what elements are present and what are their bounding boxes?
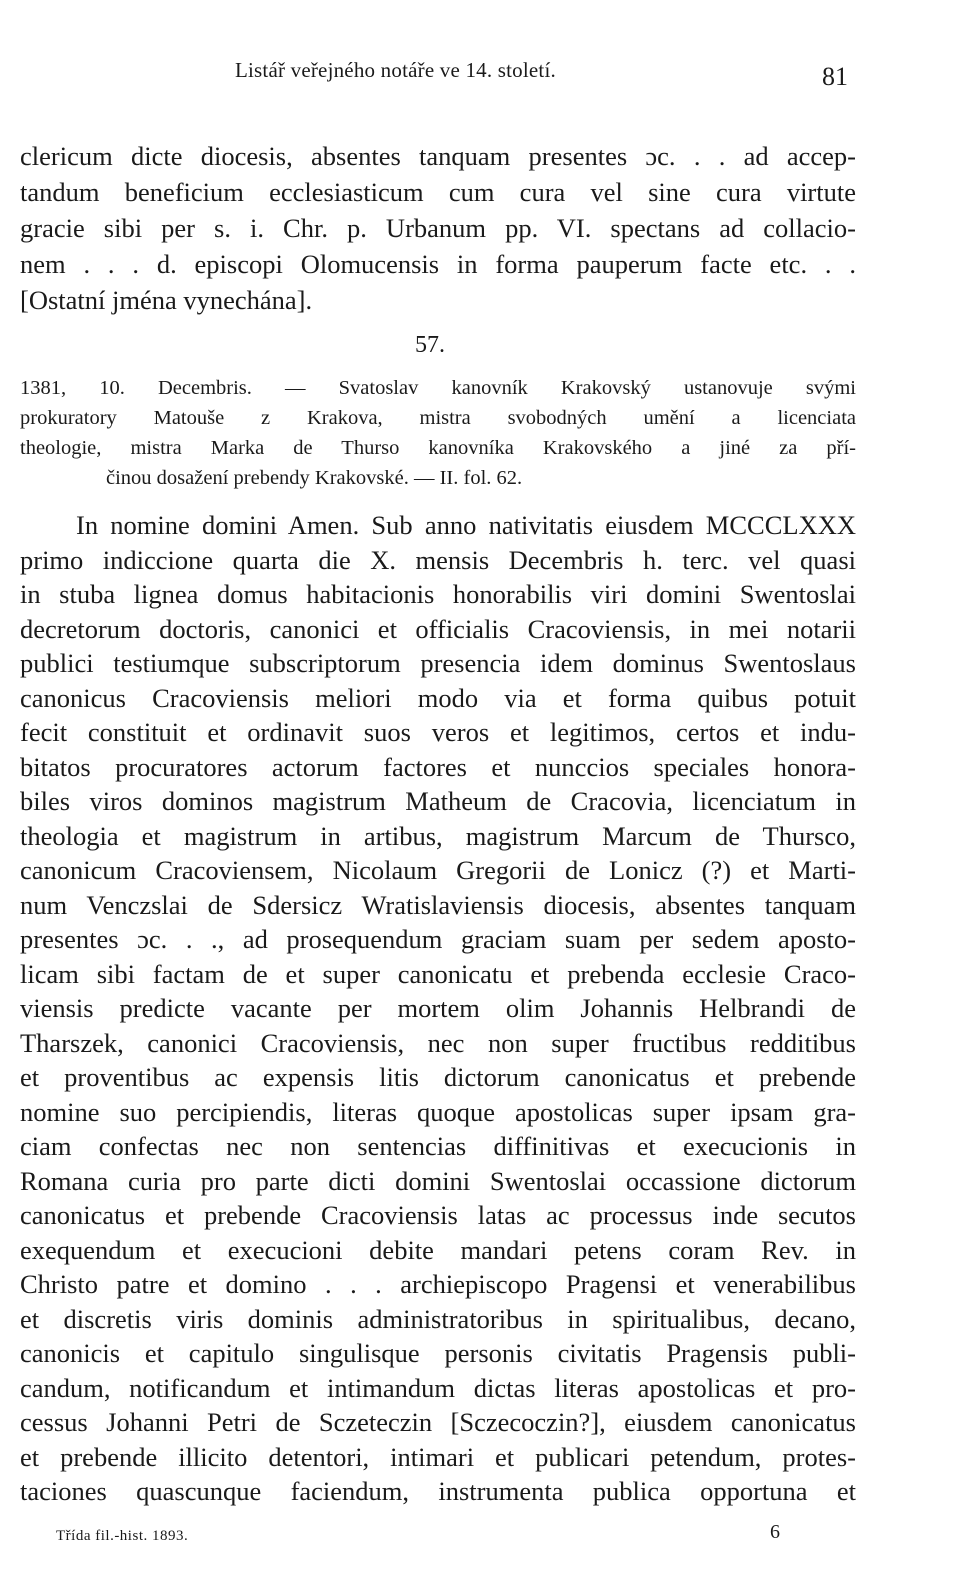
text-line: bitatos procuratores actorum factores et nunccios speciales honora- — [20, 751, 856, 782]
text-line: num Venczslai de Sdersicz Wratislaviensis diocesis, absentes tanquam — [20, 889, 856, 920]
text-line: et prebende illicito detentori, intimari et publicari petendum, protes- — [20, 1441, 856, 1472]
regest-line: prokuratory Matouše z Krakova, mistra svobodných umění a licenciata — [20, 407, 856, 429]
text-line: biles viros dominos magistrum Matheum de Cracovia, licenciatum in — [20, 786, 856, 816]
text-line: clericum dicte diocesis, absentes tanquam presentes ɔc. . . ad accep- — [20, 141, 856, 171]
text-line: canonicis et capitulo singulisque personis civitatis Pragensis publi- — [20, 1338, 856, 1368]
text-line: nomine suo percipiendis, literas quoque apostolicas super ipsam gra- — [20, 1096, 856, 1127]
text-line: primo indiccione quarta die X. mensis Decembris h. terc. vel quasi — [20, 544, 856, 575]
regest-paragraph — [20, 373, 856, 493]
text-line: Tharszek, canonici Cracoviensis, nec non super fructibus redditibus — [20, 1027, 856, 1058]
series-footer: Třída fil.-hist. 1893. — [56, 1528, 189, 1544]
text-line: gracie sibi per s. i. Chr. p. Urbanum pp. VI. spectans ad collacio- — [20, 213, 856, 243]
text-line: In nomine domini Amen. Sub anno nativitatis eiusdem MCCCLXXX — [76, 510, 856, 540]
text-line: decretorum doctoris, canonici et officialis Cracoviensis, in mei notarii — [20, 613, 856, 644]
text-line: ciam confectas nec non sentencias diffinitivas et execucionis in — [20, 1131, 856, 1161]
regest-line: činou dosažení prebendy Krakovské. — II. fol. 62. — [106, 467, 523, 489]
text-line: publici testiumque subscriptorum presencia idem dominus Swentoslaus — [20, 648, 856, 678]
text-line: canonicatus et prebende Cracoviensis latas ac processus inde secutos — [20, 1200, 856, 1230]
text-line: canonicum Cracoviensem, Nicolaum Gregorii de Lonicz (?) et Marti- — [20, 855, 856, 885]
text-line: et proventibus ac expensis litis dictorum canonicatus et prebende — [20, 1062, 856, 1092]
text-line: theologia et magistrum in artibus, magistrum Marcum de Thursco, — [20, 820, 856, 851]
text-line: presentes ɔc. . ., ad prosequendum graciam suam per sedem aposto- — [20, 924, 856, 954]
text-line: in stuba lignea domus habitacionis honorabilis viri domini Swentoslai — [20, 579, 856, 609]
regest-line: theologie, mistra Marka de Thurso kanovníka Krakovského a jiné za pří- — [20, 437, 856, 459]
text-line: [Ostatní jména vynechána]. — [20, 285, 313, 315]
text-line: canonicus Cracoviensis meliori modo via et forma quibus potuit — [20, 682, 856, 713]
text-line: Christo patre et domino . . . archiepiscopo Pragensi et venerabilibus — [20, 1269, 856, 1299]
text-line: taciones quascunque faciendum, instrumenta publica opportuna et — [20, 1476, 856, 1506]
text-line: candum, notificandum et intimandum dictas literas apostolicas et pro- — [20, 1372, 856, 1403]
text-line: et discretis viris dominis administratoribus in spiritualibus, decano, — [20, 1303, 856, 1334]
text-line: exequendum et execucioni debite mandari petens coram Rev. in — [20, 1234, 856, 1265]
text-line: licam sibi factam de et super canonicatu et prebenda ecclesie Craco- — [20, 958, 856, 989]
page-number: 81 — [822, 62, 848, 91]
signature-mark: 6 — [770, 1521, 780, 1543]
regest-line: 1381, 10. Decembris. — Svatoslav kanovník Krakovský ustanovuje svými — [20, 377, 856, 399]
text-line: fecit constituit et ordinavit suos veros et legitimos, certos et indu- — [20, 717, 856, 747]
text-line: cessus Johanni Petri de Sczeteczin [Sczecoczin?], eiusdem canonicatus — [20, 1407, 856, 1437]
text-line: nem . . . d. episcopi Olomucensis in forma pauperum facte etc. . . — [20, 249, 856, 279]
document-number: 57. — [415, 332, 445, 358]
intro-paragraph — [20, 138, 856, 318]
text-line: tandum beneficium ecclesiasticum cum cura vel sine cura virtute — [20, 177, 856, 207]
text-line: Romana curia pro parte dicti domini Swentoslai occassione dictorum — [20, 1165, 856, 1196]
text-line: viensis predicte vacante per mortem olim Johannis Helbrandi de — [20, 993, 856, 1023]
charter-text — [20, 508, 856, 1509]
running-title: Listář veřejného notáře ve 14. století. — [235, 58, 556, 82]
